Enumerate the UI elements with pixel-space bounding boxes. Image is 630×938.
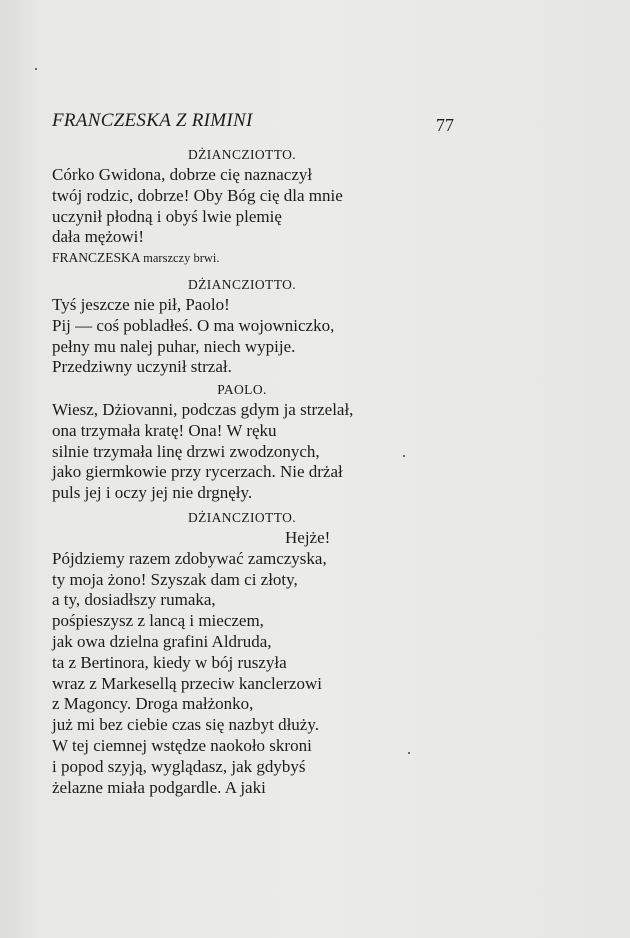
- speaker-name: DŻIANCZIOTTO.: [187, 277, 297, 292]
- verse-line: Wiesz, Dżiovanni, podczas gdym ja strzelał,: [52, 400, 354, 419]
- stage-character: FRANCZESKA: [52, 250, 140, 265]
- verse-line: W tej ciemnej wstędze naokoło skroni: [52, 735, 312, 755]
- paper-speck: [35, 68, 37, 70]
- verse-line: ta z Bertinora, kiedy w bój ruszyła: [52, 652, 287, 672]
- verse-line: jako giermkowie przy rycerzach. Nie drżał: [52, 462, 343, 482]
- verse-line: jak owa dzielna grafini Aldruda,: [52, 631, 272, 651]
- verse-line: a ty, dosiadłszy rumaka,: [52, 590, 216, 610]
- verse-line: uczynił płodną i obyś lwie plemię: [52, 206, 282, 226]
- page-number: 77: [436, 115, 454, 135]
- speaker-name: DŻIANCZIOTTO.: [187, 147, 297, 162]
- speech-paolo: [52, 379, 372, 504]
- verse-line: twój rodzic, dobrze! Oby Bóg cię dla mnie: [52, 185, 343, 205]
- verse-line: z Magoncy. Droga małżonko,: [52, 694, 254, 714]
- paper-speck: [408, 752, 410, 754]
- verse-line: Pij — coś pobladłeś. O ma wojowniczko,: [52, 315, 335, 335]
- running-title: FRANCZESKA Z RIMINI: [52, 110, 253, 131]
- verse-line: i popod szyją, wyglądasz, jak gdybyś: [52, 756, 306, 776]
- verse-line: Pójdziemy razem zdobywać zamczyska,: [52, 548, 327, 568]
- verse-line: pełny mu nalej puhar, niech wypije.: [52, 336, 296, 356]
- verse-line: dała mężowi!: [52, 227, 145, 247]
- speech-dzianciotto-1: [52, 144, 372, 248]
- speech-dzianciotto-3: [52, 507, 372, 798]
- verse-line: już mi bez ciebie czas się nazbyt dłuży.: [52, 715, 320, 735]
- speech-dzianciotto-2: [52, 274, 372, 378]
- verse-line: ty moja żono! Szyszak dam ci złoty,: [52, 569, 298, 589]
- speaker-name: DŻIANCZIOTTO.: [187, 510, 297, 525]
- verse-line: Hejże!: [285, 528, 331, 547]
- verse-line: Córko Gwidona, dobrze cię naznaczył: [52, 165, 313, 184]
- stage-text: marszczy brwi.: [143, 251, 220, 265]
- verse-line: pośpieszysz z lancą i mieczem,: [52, 611, 264, 631]
- speaker-name: PAOLO.: [217, 382, 267, 397]
- verse-line: ona trzymała kratę! Ona! W ręku: [52, 420, 277, 440]
- verse-line: Przedziwny uczynił strzał.: [52, 357, 232, 377]
- stage-direction: [52, 247, 372, 269]
- verse-line: Tyś jeszcze nie pił, Paolo!: [52, 295, 230, 314]
- verse-line: żelazne miała podgardle. A jaki: [52, 777, 266, 797]
- verse-line: silnie trzymała linę drzwi zwodzonych,: [52, 441, 320, 461]
- paper-speck: [403, 455, 405, 457]
- verse-line: puls jej i oczy jej nie drgnęły.: [52, 483, 253, 503]
- verse-line: wraz z Markesellą przeciw kanclerzowi: [52, 673, 322, 693]
